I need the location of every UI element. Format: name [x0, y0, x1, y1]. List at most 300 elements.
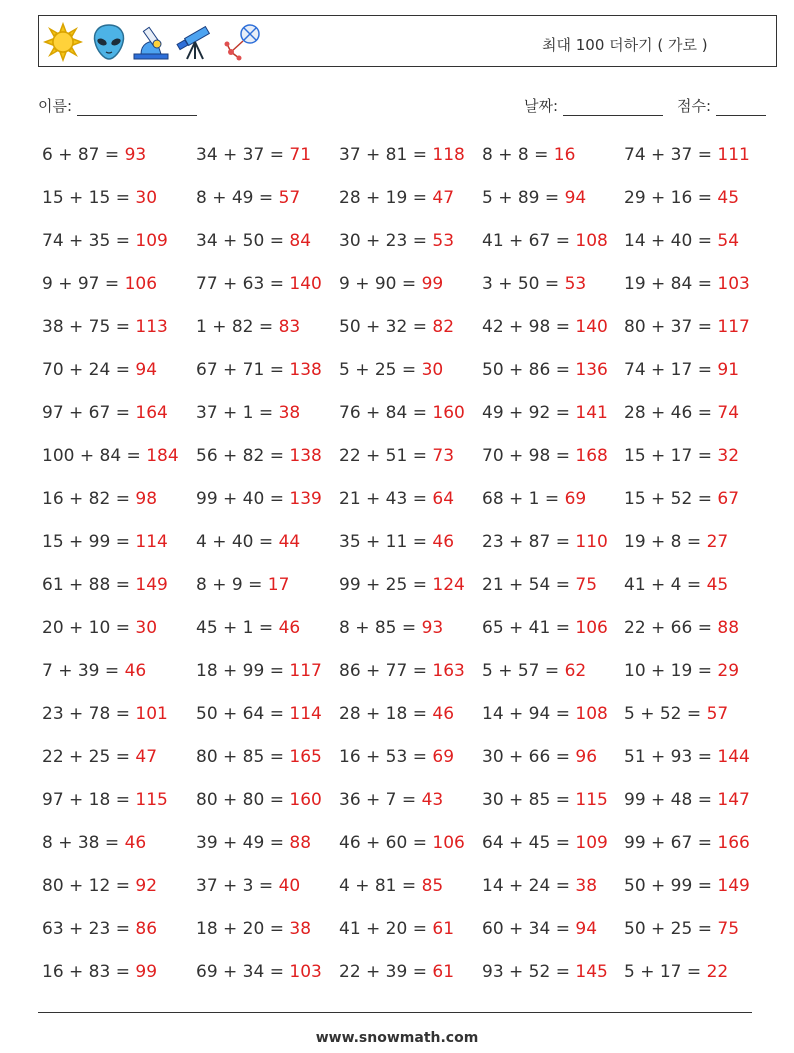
- problem-question: 37 + 3 =: [196, 876, 274, 896]
- problem-item: [624, 618, 739, 638]
- problem-item: [196, 876, 300, 896]
- problem-answer: 94: [135, 360, 158, 380]
- problem-answer: 108: [575, 231, 608, 251]
- problem-answer: 27: [706, 532, 729, 552]
- problem-answer: 109: [135, 231, 168, 251]
- problem-answer: 91: [717, 360, 740, 380]
- problem-question: 77 + 63 =: [196, 274, 284, 294]
- problem-answer: 164: [135, 403, 168, 423]
- problem-answer: 106: [432, 833, 465, 853]
- problem-answer: 149: [135, 575, 168, 595]
- problem-item: [482, 876, 597, 896]
- problem-item: [42, 145, 146, 165]
- problem-question: 8 + 8 =: [482, 145, 549, 165]
- problem-item: [482, 360, 608, 380]
- problem-item: [339, 661, 465, 681]
- problem-item: [339, 790, 443, 810]
- problem-answer: 53: [564, 274, 587, 294]
- problem-answer: 165: [289, 747, 322, 767]
- problem-question: 70 + 98 =: [482, 446, 570, 466]
- problem-answer: 103: [717, 274, 750, 294]
- problem-answer: 160: [289, 790, 322, 810]
- problem-answer: 47: [135, 747, 158, 767]
- name-label: 이름:: [38, 97, 73, 115]
- problem-question: 8 + 85 =: [339, 618, 417, 638]
- problem-question: 21 + 43 =: [339, 489, 427, 509]
- problem-question: 9 + 97 =: [42, 274, 120, 294]
- problem-question: 56 + 82 =: [196, 446, 284, 466]
- problem-answer: 111: [717, 145, 750, 165]
- rocket-icon: [221, 22, 261, 62]
- problem-answer: 53: [432, 231, 455, 251]
- problem-question: 74 + 17 =: [624, 360, 712, 380]
- problem-question: 15 + 52 =: [624, 489, 712, 509]
- problem-answer: 168: [575, 446, 608, 466]
- problem-question: 50 + 25 =: [624, 919, 712, 939]
- problem-answer: 47: [432, 188, 455, 208]
- problem-item: [482, 833, 608, 853]
- name-line: [77, 99, 197, 116]
- problem-answer: 17: [267, 575, 290, 595]
- problem-item: [624, 919, 739, 939]
- problem-answer: 140: [289, 274, 322, 294]
- name-field: [38, 95, 197, 116]
- problem-question: 100 + 84 =: [42, 446, 141, 466]
- problem-answer: 64: [432, 489, 455, 509]
- problem-item: [339, 575, 465, 595]
- problem-question: 39 + 49 =: [196, 833, 284, 853]
- problem-answer: 85: [421, 876, 444, 896]
- problem-item: [196, 575, 289, 595]
- problem-item: [339, 360, 443, 380]
- problem-question: 30 + 85 =: [482, 790, 570, 810]
- problem-question: 74 + 35 =: [42, 231, 130, 251]
- problem-answer: 149: [717, 876, 750, 896]
- problem-question: 64 + 45 =: [482, 833, 570, 853]
- problem-item: [339, 446, 454, 466]
- problem-question: 99 + 67 =: [624, 833, 712, 853]
- problem-answer: 160: [432, 403, 465, 423]
- problem-question: 5 + 57 =: [482, 661, 560, 681]
- problem-answer: 163: [432, 661, 465, 681]
- problem-item: [339, 919, 454, 939]
- problem-answer: 57: [706, 704, 729, 724]
- problem-item: [196, 188, 300, 208]
- problem-item: [42, 876, 157, 896]
- problem-question: 1 + 82 =: [196, 317, 274, 337]
- problem-item: [42, 403, 168, 423]
- problem-answer: 92: [135, 876, 158, 896]
- date-line: [563, 99, 663, 116]
- worksheet-title: 최대 100 더하기 ( 가로 ): [542, 36, 708, 54]
- problem-answer: 108: [575, 704, 608, 724]
- problem-item: [42, 790, 168, 810]
- problem-item: [42, 704, 168, 724]
- problem-answer: 45: [717, 188, 740, 208]
- problem-answer: 93: [421, 618, 444, 638]
- problem-item: [196, 919, 311, 939]
- problem-item: [42, 661, 146, 681]
- problem-answer: 106: [575, 618, 608, 638]
- problem-item: [196, 962, 322, 982]
- problem-answer: 144: [717, 747, 750, 767]
- problem-item: [482, 919, 597, 939]
- problem-question: 76 + 84 =: [339, 403, 427, 423]
- problem-answer: 75: [717, 919, 740, 939]
- footer-url: www.snowmath.com: [315, 1030, 479, 1046]
- problem-answer: 38: [278, 403, 301, 423]
- problem-question: 5 + 25 =: [339, 360, 417, 380]
- problem-item: [339, 188, 454, 208]
- problem-question: 8 + 38 =: [42, 833, 120, 853]
- problem-item: [482, 446, 608, 466]
- problem-answer: 141: [575, 403, 608, 423]
- problem-answer: 147: [717, 790, 750, 810]
- problem-item: [339, 532, 454, 552]
- problem-answer: 145: [575, 962, 608, 982]
- problem-question: 7 + 39 =: [42, 661, 120, 681]
- problem-answer: 88: [717, 618, 740, 638]
- problem-item: [42, 747, 157, 767]
- problem-item: [624, 403, 739, 423]
- problem-item: [624, 145, 750, 165]
- problem-question: 18 + 99 =: [196, 661, 284, 681]
- problem-question: 74 + 37 =: [624, 145, 712, 165]
- problem-item: [196, 403, 300, 423]
- problem-answer: 138: [289, 360, 322, 380]
- score-line: [716, 99, 766, 116]
- problem-question: 50 + 86 =: [482, 360, 570, 380]
- problem-answer: 83: [278, 317, 301, 337]
- problem-answer: 46: [124, 833, 147, 853]
- problem-item: [624, 962, 728, 982]
- problem-question: 22 + 51 =: [339, 446, 427, 466]
- problem-answer: 16: [553, 145, 576, 165]
- problem-item: [482, 489, 586, 509]
- problem-question: 6 + 87 =: [42, 145, 120, 165]
- problem-question: 15 + 17 =: [624, 446, 712, 466]
- problem-answer: 69: [432, 747, 455, 767]
- problem-item: [482, 747, 597, 767]
- problem-answer: 109: [575, 833, 608, 853]
- telescope-icon: [175, 22, 215, 62]
- problem-answer: 106: [124, 274, 158, 294]
- problem-question: 46 + 60 =: [339, 833, 427, 853]
- problem-item: [482, 618, 608, 638]
- problem-item: [42, 274, 157, 294]
- problem-answer: 93: [124, 145, 147, 165]
- problem-answer: 62: [564, 661, 587, 681]
- problem-item: [624, 231, 739, 251]
- problem-question: 20 + 10 =: [42, 618, 130, 638]
- problem-question: 30 + 66 =: [482, 747, 570, 767]
- problem-item: [196, 747, 322, 767]
- problem-question: 99 + 25 =: [339, 575, 427, 595]
- problem-answer: 86: [135, 919, 158, 939]
- problem-item: [482, 145, 575, 165]
- problem-question: 34 + 37 =: [196, 145, 284, 165]
- problem-item: [42, 532, 168, 552]
- problem-item: [482, 575, 597, 595]
- problem-question: 5 + 52 =: [624, 704, 702, 724]
- microscope-icon: [131, 22, 171, 62]
- problem-question: 10 + 19 =: [624, 661, 712, 681]
- problem-answer: 166: [717, 833, 750, 853]
- problem-item: [196, 274, 322, 294]
- problem-answer: 46: [432, 532, 455, 552]
- problem-question: 50 + 99 =: [624, 876, 712, 896]
- problem-answer: 43: [421, 790, 444, 810]
- problem-item: [624, 704, 728, 724]
- sun-icon: [43, 22, 83, 62]
- problem-answer: 98: [135, 489, 158, 509]
- problem-item: [482, 317, 608, 337]
- problem-item: [339, 704, 454, 724]
- problem-answer: 30: [135, 188, 158, 208]
- problem-answer: 29: [717, 661, 740, 681]
- problem-answer: 118: [432, 145, 465, 165]
- problem-item: [339, 489, 454, 509]
- problem-question: 69 + 34 =: [196, 962, 284, 982]
- problem-item: [624, 446, 739, 466]
- problem-item: [339, 962, 454, 982]
- problem-item: [482, 188, 586, 208]
- problem-question: 41 + 67 =: [482, 231, 570, 251]
- problem-item: [624, 833, 750, 853]
- problem-question: 5 + 17 =: [624, 962, 702, 982]
- problem-answer: 94: [575, 919, 598, 939]
- problem-question: 22 + 66 =: [624, 618, 712, 638]
- problem-item: [339, 876, 443, 896]
- problem-item: [339, 274, 443, 294]
- problem-question: 38 + 75 =: [42, 317, 130, 337]
- score-label: 점수:: [677, 97, 712, 115]
- problem-question: 41 + 20 =: [339, 919, 427, 939]
- problem-answer: 99: [135, 962, 158, 982]
- problem-question: 14 + 24 =: [482, 876, 570, 896]
- problem-answer: 46: [124, 661, 147, 681]
- problem-answer: 61: [432, 919, 455, 939]
- problem-answer: 115: [135, 790, 168, 810]
- problem-question: 80 + 12 =: [42, 876, 130, 896]
- problem-item: [42, 446, 179, 466]
- problem-question: 99 + 40 =: [196, 489, 284, 509]
- problem-answer: 99: [421, 274, 444, 294]
- problem-question: 23 + 87 =: [482, 532, 570, 552]
- problem-question: 14 + 94 =: [482, 704, 570, 724]
- problem-question: 51 + 93 =: [624, 747, 712, 767]
- problem-question: 16 + 53 =: [339, 747, 427, 767]
- problem-question: 19 + 8 =: [624, 532, 702, 552]
- problem-answer: 38: [575, 876, 598, 896]
- problem-answer: 67: [717, 489, 740, 509]
- problem-item: [42, 489, 157, 509]
- problem-item: [196, 489, 322, 509]
- problem-answer: 117: [717, 317, 750, 337]
- problem-item: [624, 747, 750, 767]
- problem-question: 36 + 7 =: [339, 790, 417, 810]
- problem-question: 28 + 46 =: [624, 403, 712, 423]
- problem-item: [339, 618, 443, 638]
- problem-question: 65 + 41 =: [482, 618, 570, 638]
- problem-question: 50 + 32 =: [339, 317, 427, 337]
- problem-item: [339, 231, 454, 251]
- problem-item: [482, 704, 608, 724]
- problem-question: 49 + 92 =: [482, 403, 570, 423]
- problem-answer: 45: [706, 575, 729, 595]
- problem-answer: 32: [717, 446, 740, 466]
- problem-answer: 110: [575, 532, 608, 552]
- problem-question: 29 + 16 =: [624, 188, 712, 208]
- problem-answer: 114: [135, 532, 168, 552]
- problem-item: [42, 833, 146, 853]
- problem-item: [42, 188, 157, 208]
- problem-answer: 40: [278, 876, 301, 896]
- problem-item: [624, 317, 750, 337]
- problem-answer: 57: [278, 188, 301, 208]
- problem-item: [196, 618, 300, 638]
- problem-question: 97 + 67 =: [42, 403, 130, 423]
- problem-item: [196, 532, 300, 552]
- problem-question: 45 + 1 =: [196, 618, 274, 638]
- problem-question: 15 + 15 =: [42, 188, 130, 208]
- problem-question: 21 + 54 =: [482, 575, 570, 595]
- problem-answer: 30: [135, 618, 158, 638]
- score-field: [677, 95, 766, 116]
- problem-question: 16 + 83 =: [42, 962, 130, 982]
- problem-question: 14 + 40 =: [624, 231, 712, 251]
- problem-answer: 96: [575, 747, 598, 767]
- problem-question: 22 + 39 =: [339, 962, 427, 982]
- problem-item: [482, 962, 608, 982]
- alien-icon: [89, 22, 129, 62]
- problem-question: 61 + 88 =: [42, 575, 130, 595]
- problem-item: [339, 145, 465, 165]
- problem-item: [42, 962, 157, 982]
- problem-item: [482, 532, 608, 552]
- problem-item: [196, 790, 322, 810]
- problem-question: 3 + 50 =: [482, 274, 560, 294]
- problem-item: [196, 446, 322, 466]
- problem-answer: 46: [278, 618, 301, 638]
- problem-answer: 75: [575, 575, 598, 595]
- problem-answer: 22: [706, 962, 729, 982]
- problem-item: [196, 231, 311, 251]
- problem-question: 67 + 71 =: [196, 360, 284, 380]
- footer-divider: [38, 1012, 752, 1013]
- problem-question: 35 + 11 =: [339, 532, 427, 552]
- problem-item: [196, 360, 322, 380]
- problem-question: 80 + 37 =: [624, 317, 712, 337]
- problem-question: 42 + 98 =: [482, 317, 570, 337]
- problem-item: [624, 575, 728, 595]
- problem-item: [339, 317, 454, 337]
- problem-question: 4 + 40 =: [196, 532, 274, 552]
- problem-question: 93 + 52 =: [482, 962, 570, 982]
- problem-answer: 73: [432, 446, 455, 466]
- problem-question: 23 + 78 =: [42, 704, 130, 724]
- problem-question: 63 + 23 =: [42, 919, 130, 939]
- problem-question: 99 + 48 =: [624, 790, 712, 810]
- problem-item: [624, 876, 750, 896]
- problem-item: [482, 403, 608, 423]
- problem-item: [42, 317, 168, 337]
- problem-question: 8 + 9 =: [196, 575, 263, 595]
- problem-item: [339, 403, 465, 423]
- problem-question: 8 + 49 =: [196, 188, 274, 208]
- problem-answer: 61: [432, 962, 455, 982]
- problem-question: 80 + 85 =: [196, 747, 284, 767]
- problem-question: 97 + 18 =: [42, 790, 130, 810]
- problem-question: 28 + 19 =: [339, 188, 427, 208]
- problem-question: 41 + 4 =: [624, 575, 702, 595]
- problem-question: 37 + 1 =: [196, 403, 274, 423]
- problem-answer: 54: [717, 231, 740, 251]
- problem-item: [624, 360, 739, 380]
- problem-question: 60 + 34 =: [482, 919, 570, 939]
- problem-answer: 184: [146, 446, 179, 466]
- problem-item: [624, 532, 728, 552]
- problem-item: [42, 231, 168, 251]
- problem-question: 16 + 82 =: [42, 489, 130, 509]
- problem-question: 5 + 89 =: [482, 188, 560, 208]
- problem-item: [42, 575, 168, 595]
- problem-item: [482, 790, 608, 810]
- problem-item: [42, 360, 157, 380]
- problem-answer: 74: [717, 403, 740, 423]
- problem-question: 68 + 1 =: [482, 489, 560, 509]
- problem-answer: 138: [289, 446, 322, 466]
- problem-item: [196, 833, 311, 853]
- problem-answer: 30: [421, 360, 444, 380]
- problem-answer: 82: [432, 317, 455, 337]
- problem-question: 19 + 84 =: [624, 274, 712, 294]
- problem-item: [196, 317, 300, 337]
- problem-item: [482, 274, 586, 294]
- problem-answer: 136: [575, 360, 608, 380]
- header-box: [38, 15, 777, 67]
- problem-item: [196, 661, 322, 681]
- problem-answer: 139: [289, 489, 322, 509]
- problem-question: 15 + 99 =: [42, 532, 130, 552]
- problem-answer: 101: [135, 704, 168, 724]
- problem-question: 30 + 23 =: [339, 231, 427, 251]
- problem-question: 80 + 80 =: [196, 790, 284, 810]
- problem-item: [339, 833, 465, 853]
- problem-answer: 44: [278, 532, 301, 552]
- problem-question: 4 + 81 =: [339, 876, 417, 896]
- problem-question: 70 + 24 =: [42, 360, 130, 380]
- problem-question: 37 + 81 =: [339, 145, 427, 165]
- problem-question: 34 + 50 =: [196, 231, 284, 251]
- problem-item: [624, 489, 739, 509]
- problem-item: [624, 274, 750, 294]
- problem-item: [482, 661, 586, 681]
- problem-item: [624, 790, 750, 810]
- problem-answer: 71: [289, 145, 312, 165]
- problem-answer: 124: [432, 575, 465, 595]
- problem-answer: 88: [289, 833, 312, 853]
- problem-answer: 84: [289, 231, 312, 251]
- problem-answer: 115: [575, 790, 608, 810]
- problem-item: [196, 704, 322, 724]
- problem-question: 50 + 64 =: [196, 704, 284, 724]
- problem-answer: 114: [289, 704, 322, 724]
- problem-question: 22 + 25 =: [42, 747, 130, 767]
- problem-answer: 94: [564, 188, 587, 208]
- problem-answer: 140: [575, 317, 608, 337]
- date-field: [524, 95, 663, 116]
